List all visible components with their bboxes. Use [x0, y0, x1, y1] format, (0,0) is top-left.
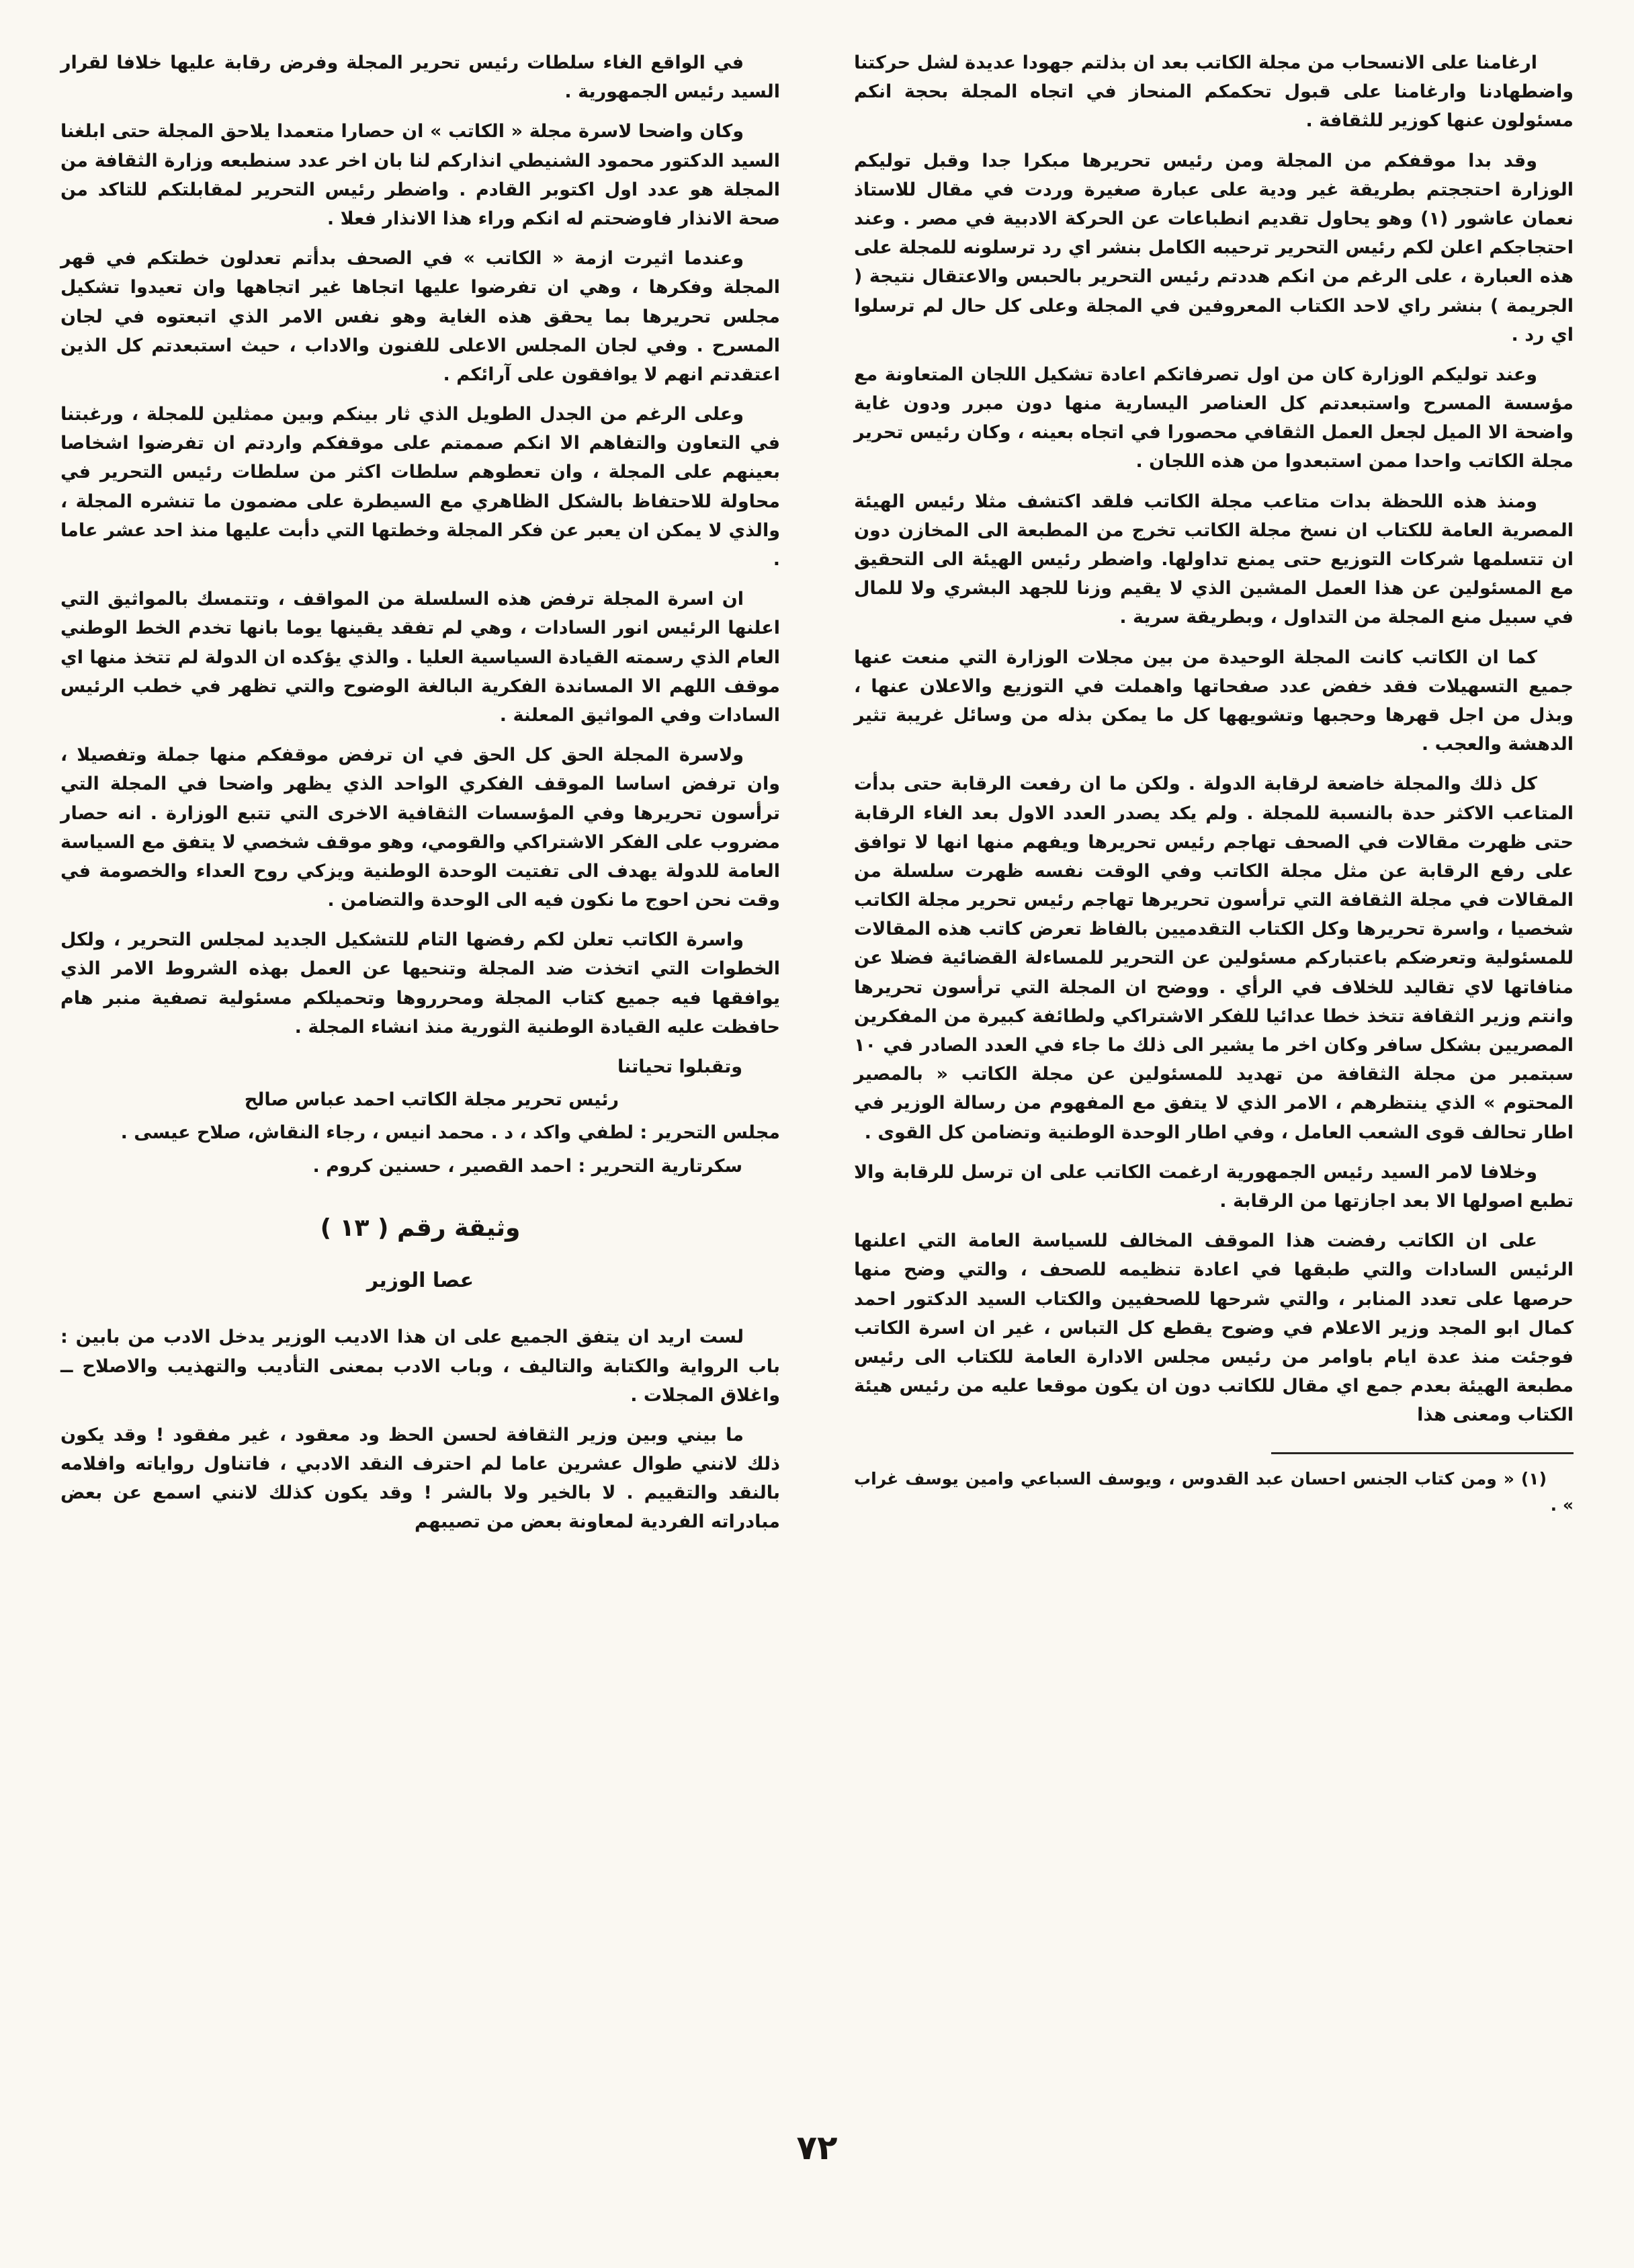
- paragraph: وعندما اثيرت ازمة « الكاتب » في الصحف بدأتم تعدلون خطتكم في قهر المجلة وفكرها ، وهي ان تفرضوا عليها اتجاها غير اتجاهها وان تعيدوا تشكيل مجلس تحريرها بما يحقق هذه الغاية وهو نفس الامر الذي اتبعتوه في لجان المسرح . وفي لجان المجلس الاعلى للفنون والاداب ، حيث استبعدتم كل الذين اعتقدتم انهم لا يوافقون على آرائكم .: [60, 248, 780, 385]
- paragraph: كل ذلك والمجلة خاضعة لرقابة الدولة . ولكن ما ان رفعت الرقابة حتى بدأت المتاعب الاكثر حدة بالنسبة للمجلة . ولم يكد يصدر العدد الاول بعد الغاء الرقابة حتى ظهرت مقالات في الصحف تهاجم رئيس تحريرها ويفهم منها انها لا توافق على رفع الرقابة عن مثل مجلة الكاتب وفي الوقت نفسه ظهرت سلسلة من المقالات في مجلة الثقافة التي ترأسون تحريرها تهاجم رئيس تحرير مجلة الكاتب شخصيا ، واسرة تحريرها وكل الكتاب التقدميين بالفاظ تعرض كاتب هذه المقالات للمسئولية وتعرضكم باعتباركم مسئولين عن التحرير للمساءلة القضائية فضلا عن منافاتها لاي تقاليد للخلاف في الرأي . ووضح ان المجلة التي ترأسون تحريرها وانتم وزير الثقافة تتخذ خطا عدائيا للفكر الاشتراكي ولطائفة كبيرة من المفكرين المصريين بشكل سافر وكان اخر ما يشير الى ذلك ما جاء في العدد الصادر في ١٠ سبتمبر من مجلة الثقافة من تهديد للمسئولين عن مجلة الكاتب « بالمصير المحتوم » الذي ينتظرهم ، الامر الذي لا يتفق مع المفهوم من رسالة الوزير في اطار تحالف قوى الشعب العامل ، وفي اطار الوحدة الوطنية وتضامن كل القوى .: [854, 773, 1574, 1143]
- paragraph: لست اريد ان يتفق الجميع على ان هذا الاديب الوزير يدخل الادب من بابين : باب الرواية والكتابة والتاليف ، وباب الادب بمعنى التأديب والتهذيب والاصلاح ــ واغلاق المجلات .: [60, 1327, 780, 1406]
- document-title: عصا الوزير: [366, 1269, 474, 1293]
- paragraph: ولاسرة المجلة الحق كل الحق في ان ترفض موقفكم منها جملة وتفصيلا ، وان ترفض اساسا الموقف الفكري الواحد الذي يظهر واضحا في المجلة التي ترأسون تحريرها وفي المؤسسات الثقافية الاخرى التي تتبع الوزارة . انه حصار مضروب على الفكر الاشتراكي والقومي، وهو موقف شخصي لا يتفق مع السياسة العامة للدولة يهدف الى تفتيت الوحدة الوطنية ويزكي روح العداء والخصومة في وقت نحن احوج ما نكون فيه الى الوحدة والتضامن .: [60, 745, 780, 911]
- signature-line: رئيس تحرير مجلة الكاتب احمد عباس صالح: [244, 1089, 619, 1111]
- page-number: ٧٢: [796, 2128, 838, 2167]
- paragraph: كما ان الكاتب كانت المجلة الوحيدة من بين مجلات الوزارة التي منعت عنها جميع التسهيلات فقد خفض عدد صفحاتها واهملت في التوزيع والاعلان عنها ، وبذل من اجل قهرها وحجبها وتشويهها كل ما يمكن بذله من وسائل غريبة تثير الدهشة والعجب .: [854, 646, 1574, 755]
- paragraph: واسرة الكاتب تعلن لكم رفضها التام للتشكيل الجديد لمجلس التحرير ، ولكل الخطوات التي اتخذت ضد المجلة وتنحيها عن العمل بهذه الشروط الامر الذي يوافقها فيه جميع كتاب المجلة ومحرروها وتحميلكم مسئولية تصفية منبر هام حافظت عليه القيادة الوطنية الثورية منذ انشاء المجلة .: [60, 929, 780, 1038]
- paragraph: في الواقع الغاء سلطات رئيس تحرير المجلة وفرض رقابة عليها خلافا لقرار السيد رئيس الجمهورية .: [60, 52, 780, 103]
- secretariat-line: سكرتارية التحرير : احمد القصير ، حسنين كروم .: [312, 1155, 742, 1177]
- paragraph: وكان واضحا لاسرة مجلة « الكاتب » ان حصارا متعمدا يلاحق المجلة حتى ابلغنا السيد الدكتور محمود الشنيطي انذاركم لنا بان اخر عدد سنطبعه وزارة الثقافة من المجلة هو عدد اول اكتوبر القادم . واضطر رئيس التحرير لمقابلتكم للتاكد من صحة الانذار فاوضحتم له انكم وراء هذا الانذار فعلا .: [60, 121, 780, 229]
- footnote-divider: [1271, 1452, 1574, 1454]
- paragraph: وعند توليكم الوزارة كان من اول تصرفاتكم اعادة تشكيل اللجان المتعاونة مع مؤسسة المسرح واستبعدتم كل العناصر اليسارية منها دون مبرر ودون غاية واضحة الا الميل لجعل العمل الثقافي محصورا في اتجاه بعينه ، وكان رئيس تحرير مجلة الكاتب واحدا ممن استبعدوا من هذه اللجان .: [854, 364, 1574, 472]
- paragraph: وخلافا لامر السيد رئيس الجمهورية ارغمت الكاتب على ان ترسل للرقابة والا تطبع اصولها الا بعد اجازتها من الرقابة .: [854, 1161, 1574, 1212]
- footnote: (١) « ومن كتاب الجنس احسان عبد القدوس ، ويوسف السباعي وامين يوسف غراب » .: [854, 1469, 1574, 1515]
- paragraph: وقد بدا موقفكم من المجلة ومن رئيس تحريرها مبكرا جدا وقبل توليكم الوزارة احتججتم بطريقة غير ودية على عبارة صغيرة وردت في مقال للاستاذ نعمان عاشور (١) وهو يحاول تقديم انطباعات عن الحركة الادبية في مصر . وعند احتجاجكم اعلن لكم رئيس التحرير ترحيبه الكامل بنشر اي رد ترسلونه للمجلة على هذه العبارة ، على الرغم من انكم هددتم رئيس التحرير بالحبس والاعتقال نتيجة ( الجريمة ) بنشر راي لاحد الكتاب المعروفين في المجلة وعلى كل حال لم ترسلوا اي رد .: [854, 150, 1574, 345]
- paragraph: وعلى الرغم من الجدل الطويل الذي ثار بينكم وبين ممثلين للمجلة ، ورغبتنا في التعاون والتفاهم الا انكم صممتم على موقفكم واردتم ان تفرضوا اشخاصا بعينهم على المجلة ، وان تعطوهم سلطات اكثر من سلطات رئيس التحرير في محاولة للاحتفاظ بالشكل الظاهري مع السيطرة على مضمون ما تنشره المجلة ، والذي لا يمكن ان يعبر عن فكر المجلة وخطتها التي دأبت عليها منذ احد عشر عاما .: [60, 404, 780, 570]
- paragraph: على ان الكاتب رفضت هذا الموقف المخالف للسياسة العامة التي اعلنها الرئيس السادات والتي طبقها في اعادة تنظيمه للصحف ، والتي وضح منها حرصها على تعدد المنابر ، والتي شرحها للصحفيين والكتاب السيد الدكتور احمد كمال ابو المجد وزير الاعلام في وضوح يقطع كل التباس ، غير ان اسرة الكاتب فوجئت منذ عدة ايام باوامر من رئيس مجلس الادارة العامة للكتاب الى رئيس مطبعة الهيئة بعدم جمع اي مقال للكاتب دون ان يكون موقعا عليه من رئيس هيئة الكتاب ومعنى هذا: [854, 1230, 1574, 1426]
- paragraph: ان اسرة المجلة ترفض هذه السلسلة من المواقف ، وتتمسك بالمواثيق التي اعلنها الرئيس انور السادات ، وهي لم تفقد يقينها يوما بانها تخدم الخط الوطني العام الذي رسمته القيادة السياسية العليا . والذي يؤكده ان الدولة لم تتخذ منها اي موقف اللهم الا المساندة الفكرية البالغة الوضوح والتي تظهر في خطب الرئيس السادات وفي المواثيق المعلنة .: [60, 589, 780, 726]
- paragraph: ارغامنا على الانسحاب من مجلة الكاتب بعد ان بذلتم جهودا عديدة لشل حركتنا واضطهادنا وارغامنا على قبول تحكمكم المنحاز في اتجاه المجلة بحجة انكم مسئولون عنها كوزير للثقافة .: [854, 52, 1574, 132]
- column-right: [854, 48, 1574, 2036]
- closing-line: وتقبلوا تحياتنا: [617, 1056, 742, 1077]
- paragraph: ومنذ هذه اللحظة بدات متاعب مجلة الكاتب فلقد اكتشف مثلا رئيس الهيئة المصرية العامة للكتاب ان نسخ مجلة الكاتب تخرج من المطبعة الى المخازن دون ان تتسلمها شركات التوزيع حتى يمنع تداولها. واضطر رئيس الهيئة الى التحقيق مع المسئولين عن هذا العمل المشين الذي لا يقيم وزنا للجهد البشري ولا للمال في سبيل منع المجلة من التداول ، وبطريقة سرية .: [854, 491, 1574, 628]
- editorial-board-line: مجلس التحرير : لطفي واكد ، د . محمد انيس ، رجاء النقاش، صلاح عيسى .: [120, 1122, 780, 1144]
- paragraph: ما بيني وبين وزير الثقافة لحسن الحظ ود معقود ، غير مفقود ! وقد يكون ذلك لانني طوال عشرين عاما لم احترف النقد الادبي ، فاتناول رواياته وافلامه بالنقد والتقييم . لا بالخير ولا بالشر ! وقد يكون كذلك لانني اسمع عن بعض مبادراته الفردية لمعاونة بعض من تصيبهم: [60, 1424, 780, 1533]
- column-left: [60, 48, 780, 2036]
- document-number-heading: وثيقة رقم ( ١٣ ): [320, 1214, 521, 1242]
